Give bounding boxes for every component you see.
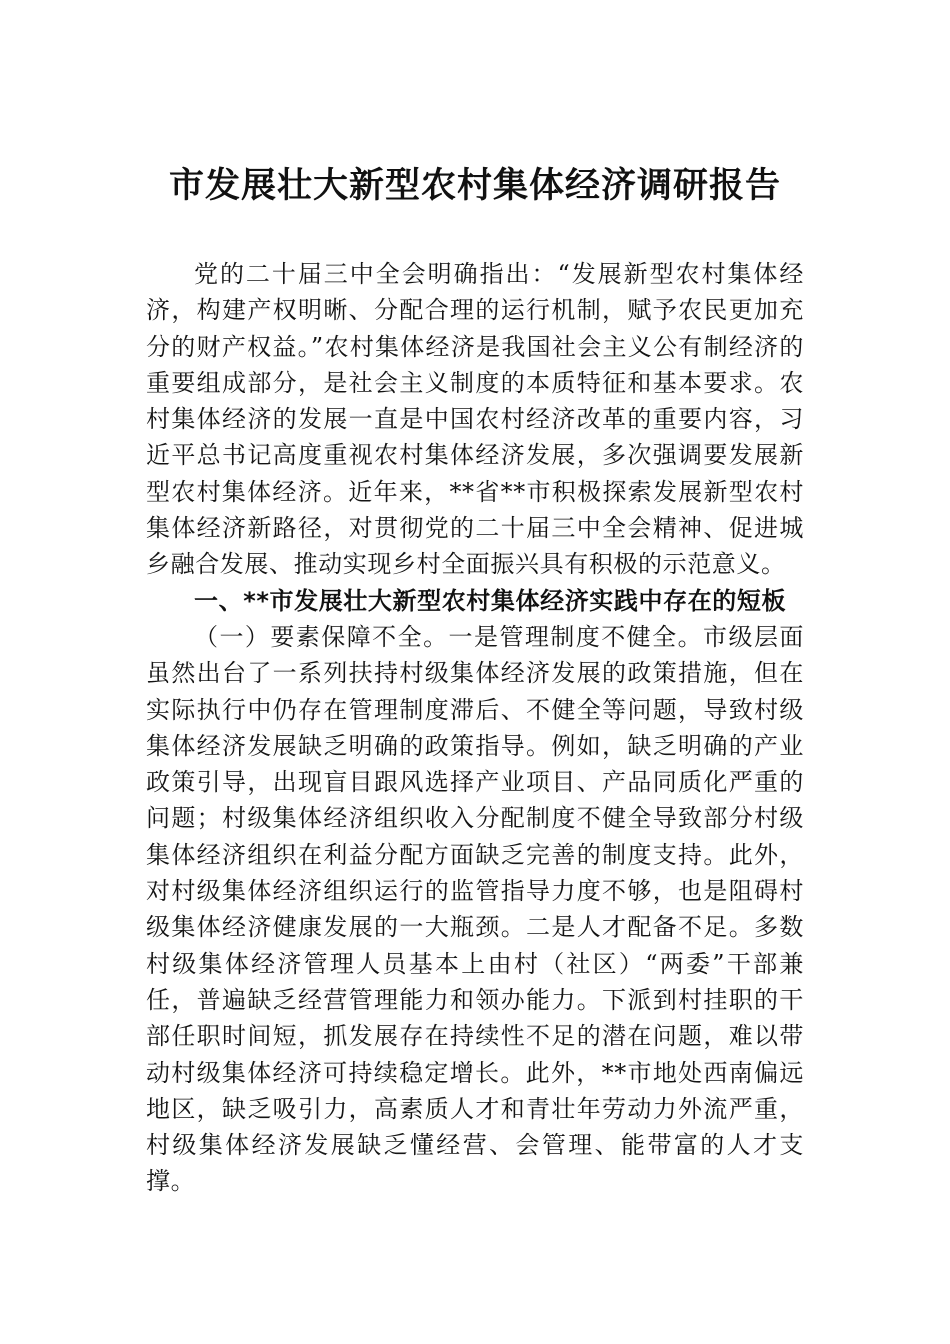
section-heading: 一、**市发展壮大新型农村集体经济实践中存在的短板	[194, 586, 787, 615]
section-paragraph: （一）要素保障不全。一是管理制度不健全。市级层面虽然出台了一系列扶持村级集体经济发展的政策措施，但在实际执行中仍存在管理制度滞后、不健全等问题，导致村级集体经济发展缺乏明确的政策指导。例如，缺乏明确的产业政策引导，出现盲目跟风选择产业项目、产品同质化严重的问题；村级集体经济组织收入分配制度不健全导致部分村级集体经济组织在利益分配方面缺乏完善的制度支持。此外，对村级集体经济组织运行的监管指导力度不够，也是阻碍村级集体经济健康发展的一大瓶颈。二是人才配备不足。多数村级集体经济管理人员基本上由村（社区）“两委”干部兼任，普遍缺乏经营管理能力和领办能力。下派到村挂职的干部任职时间短，抓发展存在持续性不足的潜在问题，难以带动村级集体经济可持续稳定增长。此外，**市地处西南偏远地区，缺乏吸引力，高素质人才和青壮年劳动力外流严重，村级集体经济发展缺乏懂经营、会管理、能带富的人才支撑。	[146, 622, 804, 1196]
document-body	[146, 256, 804, 1200]
intro-paragraph: 党的二十届三中全会明确指出：“发展新型农村集体经济，构建产权明晰、分配合理的运行机制，赋予农民更加充分的财产权益。”农村集体经济是我国社会主义公有制经济的重要组成部分，是社会主义制度的本质特征和基本要求。农村集体经济的发展一直是中国农村经济改革的重要内容，习近平总书记高度重视农村集体经济发展，多次强调要发展新型农村集体经济。近年来，**省**市积极探索发展新型农村集体经济新路径，对贯彻党的二十届三中全会精神、促进城乡融合发展、推动实现乡村全面振兴具有积极的示范意义。	[146, 260, 804, 579]
document-title: 市发展壮大新型农村集体经济调研报告	[168, 165, 781, 206]
